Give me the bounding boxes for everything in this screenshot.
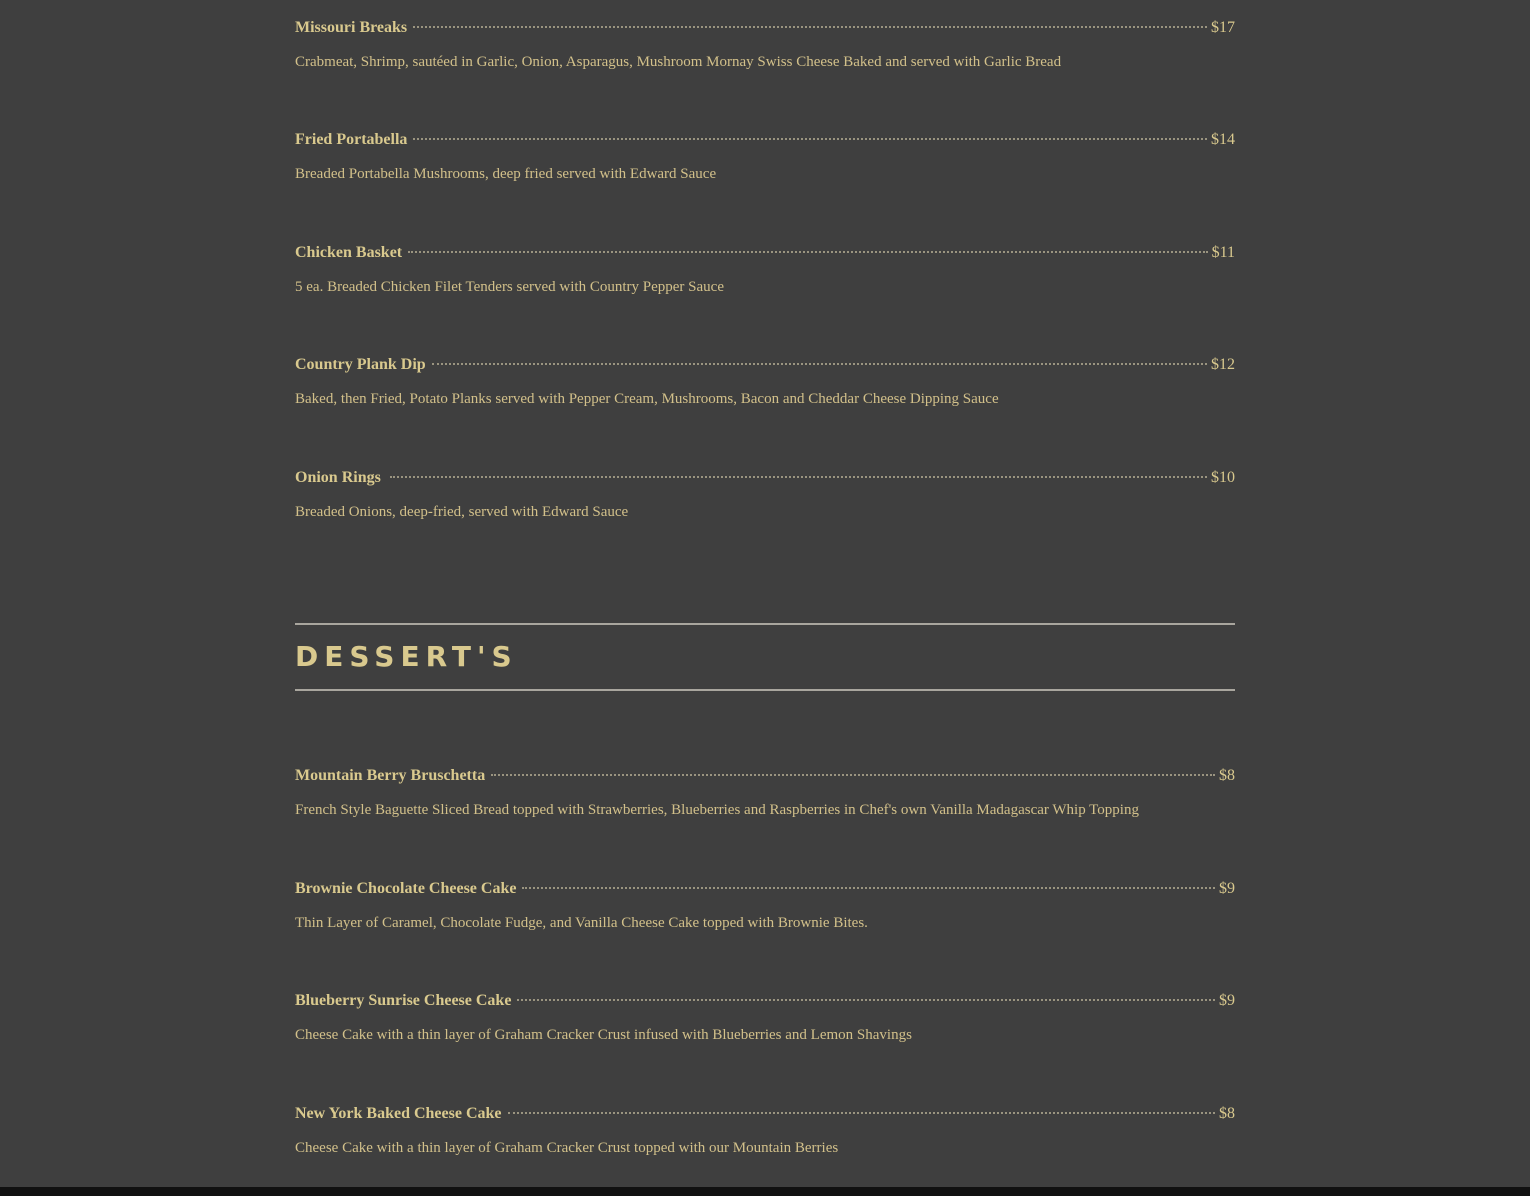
menu-item-header bbox=[295, 354, 1235, 376]
menu-item-name: Onion Rings bbox=[295, 469, 381, 486]
dotted-leader bbox=[413, 138, 1207, 140]
dotted-leader bbox=[517, 999, 1215, 1001]
menu-item-price: $17 bbox=[1211, 19, 1235, 36]
menu-item-description: Cheese Cake with a thin layer of Graham Cracker Crust infused with Blueberries and Lemon Shavings bbox=[295, 1027, 912, 1043]
menu-item-name: Fried Portabella bbox=[295, 131, 408, 148]
menu-item-header bbox=[295, 765, 1235, 787]
menu-item-price: $9 bbox=[1219, 880, 1235, 897]
menu-item-price: $11 bbox=[1211, 244, 1235, 261]
menu-item-description: Cheese Cake with a thin layer of Graham Cracker Crust topped with our Mountain Berries bbox=[295, 1140, 839, 1156]
menu-item-name: Blueberry Sunrise Cheese Cake bbox=[295, 992, 512, 1009]
menu-item-description: Baked, then Fried, Potato Planks served with Pepper Cream, Mushrooms, Bacon and Cheddar Cheese Dipping Sauce bbox=[295, 391, 999, 407]
menu-item-header bbox=[295, 129, 1235, 151]
menu-item-price: $10 bbox=[1211, 469, 1235, 486]
menu-item-country-plank-dip bbox=[295, 354, 1235, 409]
menu-item-description: Breaded Portabella Mushrooms, deep fried served with Edward Sauce bbox=[295, 166, 717, 182]
menu-item-blueberry-sunrise-cheese-cake bbox=[295, 990, 1235, 1045]
menu-item-mountain-berry-bruschetta bbox=[295, 765, 1235, 820]
menu-item-description: Breaded Onions, deep-fried, served with Edward Sauce bbox=[295, 504, 629, 520]
menu-item-name: Mountain Berry Bruschetta bbox=[295, 767, 486, 784]
dotted-leader bbox=[390, 476, 1207, 478]
menu-item-price: $8 bbox=[1219, 767, 1235, 784]
menu-item-price: $8 bbox=[1219, 1105, 1235, 1122]
menu-item-header bbox=[295, 1103, 1235, 1125]
menu-item-fried-portabella bbox=[295, 129, 1235, 184]
menu-item-brownie-chocolate-cheese-cake bbox=[295, 878, 1235, 933]
section-header-desserts bbox=[295, 623, 1235, 691]
menu-item-new-york-baked-cheese-cake bbox=[295, 1103, 1235, 1158]
section-title: DESSERT'S bbox=[295, 640, 518, 673]
menu-item-onion-rings bbox=[295, 467, 1235, 522]
dotted-leader bbox=[491, 774, 1215, 776]
menu-item-description: Crabmeat, Shrimp, sautéed in Garlic, Onion, Asparagus, Mushroom Mornay Swiss Cheese Baked and served with Garlic Bread bbox=[295, 54, 1062, 70]
dotted-leader bbox=[408, 251, 1207, 253]
menu-item-description: Thin Layer of Caramel, Chocolate Fudge, and Vanilla Cheese Cake topped with Brownie Bites. bbox=[295, 915, 868, 931]
section-bottom-rule bbox=[295, 689, 1235, 691]
menu-item-header bbox=[295, 467, 1235, 489]
dotted-leader bbox=[508, 1112, 1215, 1114]
dotted-leader bbox=[522, 887, 1215, 889]
menu-item-name: Country Plank Dip bbox=[295, 356, 426, 373]
menu-item-header bbox=[295, 990, 1235, 1012]
menu-item-description: French Style Baguette Sliced Bread topped with Strawberries, Blueberries and Raspberries in Chef's own Vanilla Madagascar Whip Topping bbox=[295, 802, 1139, 818]
dotted-leader bbox=[413, 26, 1207, 28]
menu-item-header bbox=[295, 242, 1235, 264]
dotted-leader bbox=[432, 363, 1207, 365]
menu-item-name: Chicken Basket bbox=[295, 244, 403, 261]
menu-item-price: $9 bbox=[1219, 992, 1235, 1009]
menu-item-name: Brownie Chocolate Cheese Cake bbox=[295, 880, 517, 897]
menu-item-price: $12 bbox=[1211, 356, 1235, 373]
bottom-edge-bar bbox=[0, 1187, 1530, 1196]
menu-item-description: 5 ea. Breaded Chicken Filet Tenders served with Country Pepper Sauce bbox=[295, 279, 724, 295]
menu-item-price: $14 bbox=[1211, 131, 1235, 148]
menu-item-missouri-breaks bbox=[295, 17, 1235, 72]
menu-item-header bbox=[295, 878, 1235, 900]
menu-item-name: Missouri Breaks bbox=[295, 19, 408, 36]
menu-item-header bbox=[295, 17, 1235, 39]
menu-item-name: New York Baked Cheese Cake bbox=[295, 1105, 502, 1122]
menu-item-chicken-basket bbox=[295, 242, 1235, 297]
